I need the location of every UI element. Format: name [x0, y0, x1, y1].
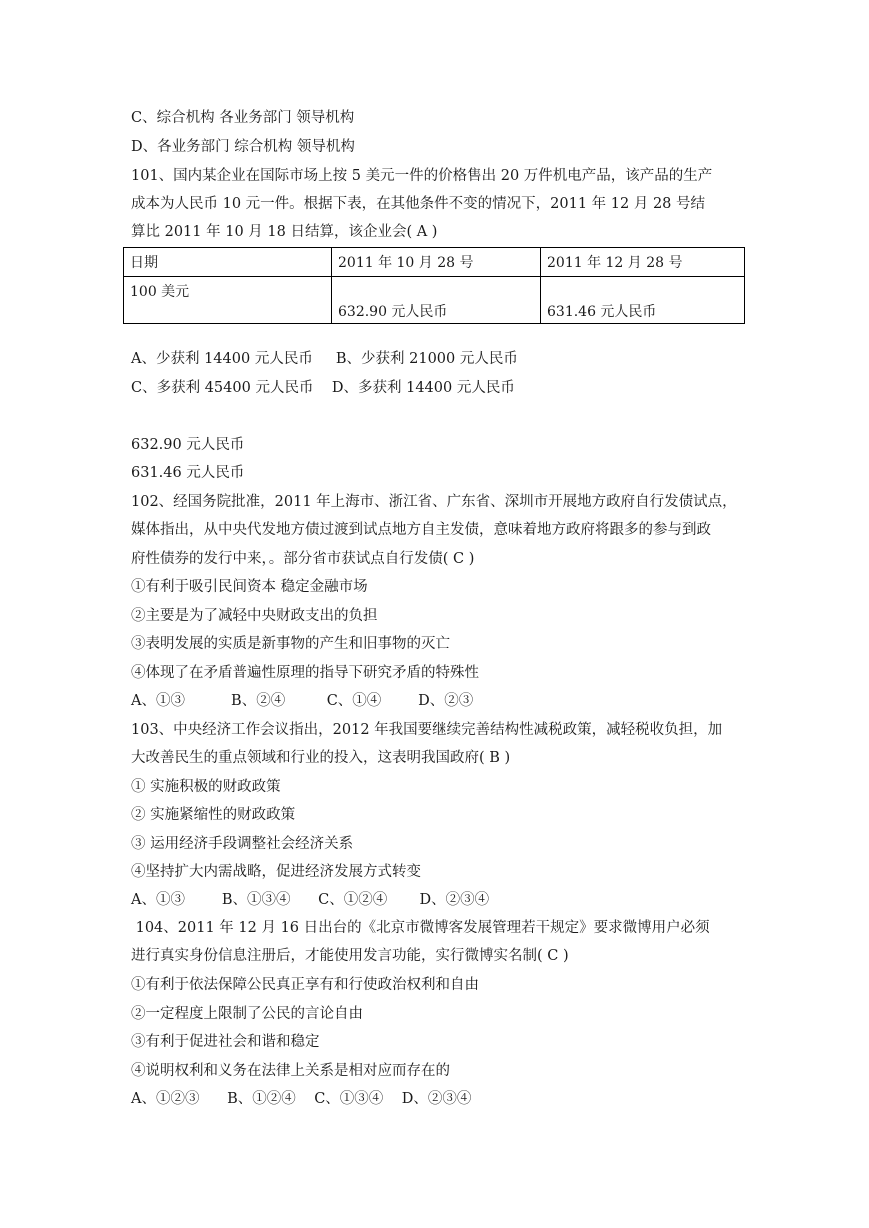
text-line: 631.46 元人民币 [131, 465, 245, 481]
text-line: ② 实施紧缩性的财政政策 [131, 807, 296, 823]
text-line: 府性债券的发行中来，。部分省市获试点自行发债( C ) [131, 551, 475, 567]
text-line: ④说明权利和义务在法律上关系是相对应而存在的 [131, 1063, 450, 1079]
text-line: 算比 2011 年 10 月 18 日结算，该企业会( A ) [131, 224, 438, 240]
table-header-cell: 2011 年 10 月 28 号 [332, 248, 541, 277]
text-line: 101、国内某企业在国际市场上按 5 美元一件的价格售出 20 万件机电产品，该产品的生产 [131, 168, 713, 184]
table-header-cell: 日期 [124, 248, 332, 277]
text-line: ②主要是为了减轻中央财政支出的负担 [131, 608, 378, 624]
text-line: 媒体指出，从中央代发地方债过渡到试点地方自主发债，意味着地方政府将跟多的参与到政 [131, 522, 711, 538]
text-line: A、①③ B、②④ C、①④ D、②③ [131, 693, 474, 709]
text-line: 104、2011 年 12 月 16 日出台的《北京市微博客发展管理若干规定》要求微博用户必须 [131, 920, 710, 936]
text-line: ①有利于吸引民间资本 稳定金融市场 [131, 579, 368, 595]
text-line: ①有利于依法保障公民真正享有和行使政治权利和自由 [131, 977, 479, 993]
text-line: ③ 运用经济手段调整社会经济关系 [131, 836, 354, 852]
text-line: C、综合机构 各业务部门 领导机构 [131, 110, 355, 126]
text-line: C、多获利 45400 元人民币 D、多获利 14400 元人民币 [131, 380, 515, 396]
table-cell: 100 美元 [124, 277, 332, 324]
text-line: 102、经国务院批准，2011 年上海市、浙江省、广东省、深圳市开展地方政府自行发债试点， [131, 494, 737, 510]
text-line: 632.90 元人民币 [131, 437, 245, 453]
text-line: 103、中央经济工作会议指出，2012 年我国要继续完善结构性减税政策，减轻税收负担，加 [131, 722, 723, 738]
text-line: ③表明发展的实质是新事物的产生和旧事物的灭亡 [131, 636, 450, 652]
exchange-rate-table [123, 247, 745, 324]
table-row [124, 277, 745, 324]
text-line: A、①③ B、①③④ C、①②④ D、②③④ [131, 892, 490, 908]
table-cell: 631.46 元人民币 [541, 277, 745, 324]
text-line: 大改善民生的重点领域和行业的投入，这表明我国政府( B ) [131, 750, 511, 766]
text-line: ④体现了在矛盾普遍性原理的指导下研究矛盾的特殊性 [131, 665, 479, 681]
text-line: A、少获利 14400 元人民币 B、少获利 21000 元人民币 [131, 351, 518, 367]
text-line: ① 实施积极的财政政策 [131, 779, 281, 795]
table-header-cell: 2011 年 12 月 28 号 [541, 248, 745, 277]
table-cell: 632.90 元人民币 [332, 277, 541, 324]
text-line: ③有利于促进社会和谐和稳定 [131, 1034, 320, 1050]
text-line: ②一定程度上限制了公民的言论自由 [131, 1006, 363, 1022]
text-line: 进行真实身份信息注册后，才能使用发言功能，实行微博实名制( C ) [131, 948, 569, 964]
text-line: D、各业务部门 综合机构 领导机构 [131, 139, 355, 155]
table-header-row [124, 248, 745, 277]
text-line: ④坚持扩大内需战略，促进经济发展方式转变 [131, 864, 421, 880]
text-line: A、①②③ B、①②④ C、①③④ D、②③④ [131, 1091, 472, 1107]
text-line: 成本为人民币 10 元一件。根据下表，在其他条件不变的情况下，2011 年 12 月 28 号结 [131, 196, 706, 212]
